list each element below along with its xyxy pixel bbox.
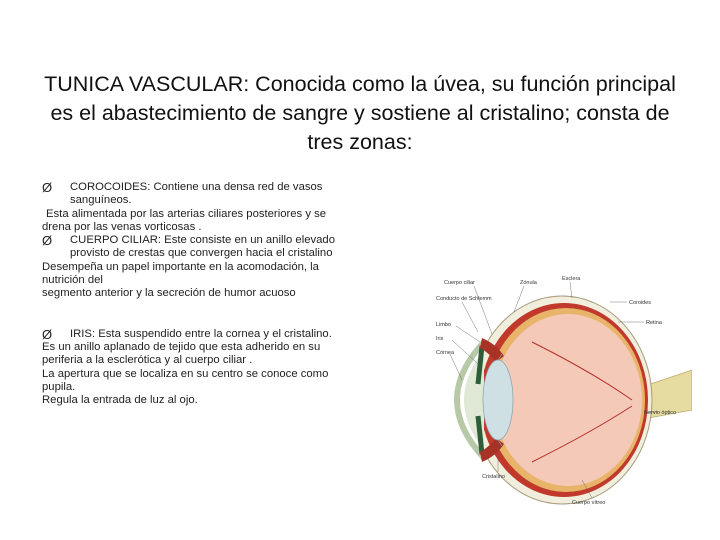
label-coroides: Coroides: [629, 300, 652, 306]
coroides-line-1: COROCOIDES: Contiene una densa red de vasos: [70, 181, 323, 193]
label-limbo: Limbo: [436, 322, 451, 328]
coroides-line-3: Esta alimentada por las arterias ciliares posteriores y se: [46, 207, 327, 220]
arrow-bullet-icon: Ø: [42, 326, 53, 342]
vitreous-body: [494, 314, 642, 486]
label-cristalino: Cristalino: [482, 474, 505, 480]
spacer: [42, 301, 402, 328]
label-iris: Iris: [436, 336, 444, 342]
iris-line-4: La apertura que se localiza en su centro se conoce como: [42, 367, 329, 380]
ciliar-line-4: nutrición del: [42, 274, 103, 287]
arrow-bullet-icon: Ø: [42, 233, 53, 249]
iris-line-6: Regula la entrada de luz al ojo.: [42, 394, 198, 407]
label-retina: Retina: [646, 320, 662, 326]
label-nervio-optico: Nervio óptico: [644, 410, 677, 416]
label-zonula: Zónula: [520, 280, 537, 286]
slide-body: [42, 181, 402, 407]
ciliar-line-5: segmento anterior y la secreción de humor acuoso: [42, 287, 296, 300]
iris-line-2: Es un anillo aplanado de tejido que esta adherido en su: [42, 340, 321, 353]
label-cornea: Córnea: [436, 350, 455, 356]
bullet-coroides: [42, 181, 402, 194]
coroides-line-2: sanguíneos.: [70, 194, 132, 207]
iris-line-3: periferia a la esclerótica y al cuerpo ciliar .: [42, 354, 253, 367]
slide-title: TUNICA VASCULAR: Conocida como la úvea, su función principal es el abastecimiento de sangre y sostiene al cristalino; consta de tres zonas:: [44, 72, 676, 154]
lens: [483, 360, 513, 440]
arrow-bullet-icon: Ø: [42, 180, 53, 195]
ciliar-line-2: provisto de crestas que convergen hacia el cristalino: [70, 247, 333, 260]
coroides-line-4: drena por las venas vorticosas .: [42, 220, 202, 233]
label-esclera: Esclera: [562, 276, 581, 282]
eye-anatomy-figure: [422, 272, 692, 522]
bullet-cuerpo-ciliar: [42, 234, 402, 247]
bullet-iris: [42, 328, 402, 341]
iris-line-1: IRIS: Esta suspendido entre la cornea y el cristalino.: [70, 327, 332, 340]
ciliar-line-1: CUERPO CILIAR: Este consiste en un anillo elevado: [70, 234, 335, 247]
label-cuerpo-vitreo: Cuerpo vítreo: [572, 500, 606, 506]
ciliar-line-3: Desempeña un papel importante en la acomodación, la: [42, 260, 319, 273]
iris-line-5: pupila.: [42, 380, 76, 393]
label-cuerpo-ciliar: Cuerpo ciliar: [444, 280, 475, 286]
label-conducto-schlemm: Conducto de Schlemm: [436, 296, 492, 302]
